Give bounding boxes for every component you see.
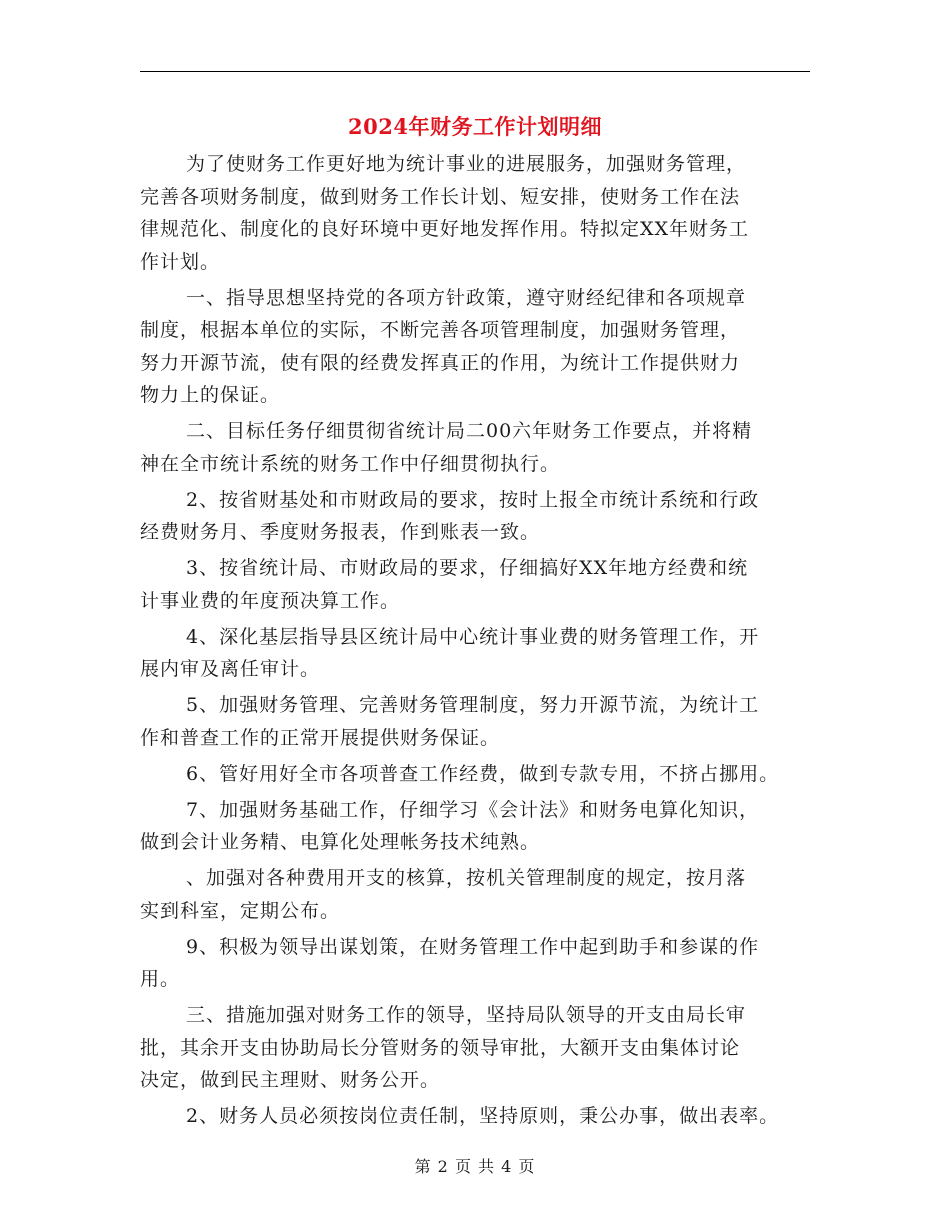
document-title: 2024年财务工作计划明细: [348, 114, 602, 139]
text-line: 9、积极为领导出谋划策，在财务管理工作中起到助手和参谋的作: [186, 935, 760, 958]
text-line: 3、按省统计局、市财政局的要求，仔细搞好XX年地方经费和统: [186, 557, 749, 579]
text-line: 制度，根据本单位的实际，不断完善各项管理制度，加强财务管理，: [140, 319, 741, 341]
text-line: 完善各项财务制度，做到财务工作长计划、短安排，使财务工作在法: [140, 185, 741, 208]
text-line: 作和普查工作的正常开展提供财务保证。: [140, 726, 501, 749]
paragraph-item-9: [140, 931, 820, 996]
text-line: 计事业费的年度预决算工作。: [140, 589, 401, 612]
text-line: 7、加强财务基础工作，仔细学习《会计法》和财务电算化知识，: [186, 798, 760, 821]
text-line: 努力开源节流，使有限的经费发挥真正的作用，为统计工作提供财力: [140, 351, 741, 374]
text-line: 展内审及离任审计。: [140, 658, 321, 680]
paragraph-item-4: [140, 621, 820, 686]
text-line: 4、深化基层指导县区统计局中心统计事业费的财务管理工作，开: [186, 625, 760, 648]
paragraph-measures-2: [140, 1100, 820, 1133]
text-line: 决定，做到民主理财、财务公开。: [140, 1069, 441, 1091]
text-line: 为了使财务工作更好地为统计事业的进展服务，加强财务管理，: [186, 153, 747, 175]
text-line: 作计划。: [140, 250, 221, 273]
text-line: 2、财务人员必须按岗位责任制，坚持原则，秉公办事，做出表率。: [186, 1105, 780, 1127]
paragraph-item-3: [140, 552, 820, 617]
text-line: 用。: [140, 968, 181, 990]
text-line: 神在全市统计系统的财务工作中仔细贯彻执行。: [140, 452, 561, 475]
paragraph-guiding-thought: [140, 282, 820, 412]
text-line: 实到科室，定期公布。: [140, 899, 341, 922]
paragraph-item-2: [140, 484, 820, 549]
text-line: 批，其余开支由协助局长分管财务的领导审批，大额开支由集体讨论: [140, 1036, 741, 1059]
paragraph-measures: [140, 999, 820, 1097]
text-line: 2、按省财基处和市财政局的要求，按时上报全市统计系统和行政: [186, 488, 760, 511]
text-line: 三、措施加强对财务工作的领导，坚持局队领导的开支由局长审: [186, 1004, 747, 1026]
paragraph-item-8: [140, 862, 820, 927]
text-line: 律规范化、制度化的良好环境中更好地发挥作用。特拟定XX年财务工: [140, 218, 750, 240]
text-line: 二、目标任务仔细贯彻省统计局二00六年财务工作要点，并将精: [186, 420, 753, 442]
paragraph-item-6: [140, 758, 820, 791]
paragraph-intro: [140, 148, 820, 278]
text-line: 物力上的保证。: [140, 384, 281, 406]
text-line: 做到会计业务精、电算化处理帐务技术纯熟。: [140, 831, 541, 853]
paragraph-objectives: [140, 415, 820, 480]
text-line: 经费财务月、季度财务报表，作到账表一致。: [140, 521, 541, 543]
header-rule: [140, 71, 810, 72]
page-number-footer: 第 2 页 共 4 页: [414, 1157, 536, 1176]
text-line: 、加强对各种费用开支的核算，按机关管理制度的规定，按月落: [186, 867, 747, 889]
paragraph-item-7: [140, 794, 820, 859]
text-line: 5、加强财务管理、完善财务管理制度，努力开源节流，为统计工: [186, 694, 760, 716]
document-body: [140, 148, 820, 1136]
text-line: 6、管好用好全市各项普查工作经费，做到专款专用，不挤占挪用。: [186, 762, 780, 785]
text-line: 一、指导思想坚持党的各项方针政策，遵守财经纪律和各项规章: [186, 286, 747, 309]
paragraph-item-5: [140, 689, 820, 754]
